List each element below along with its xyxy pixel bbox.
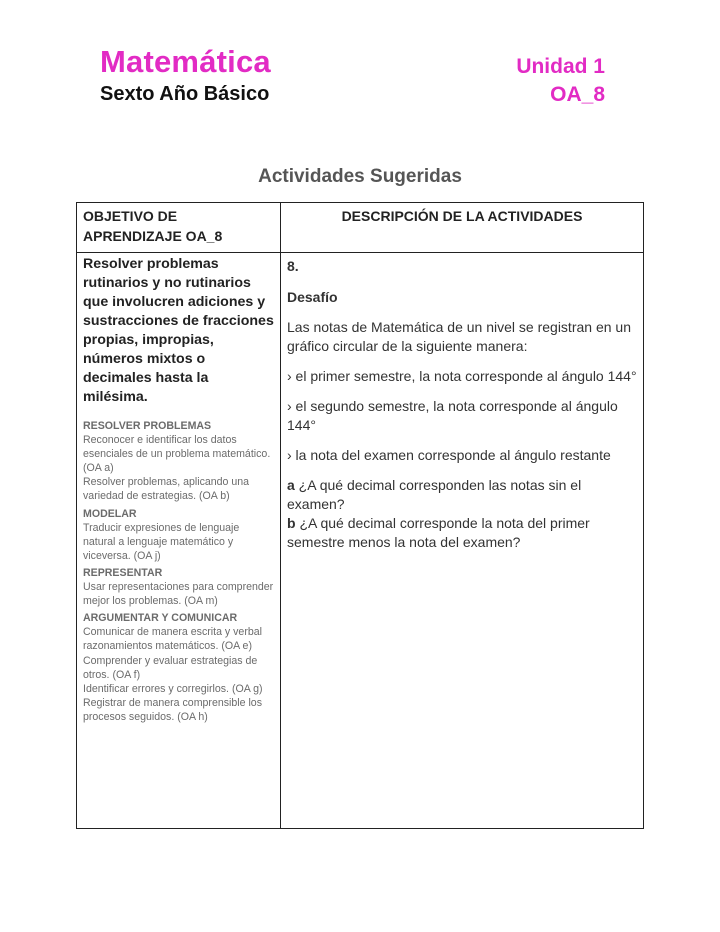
objective-cell bbox=[77, 253, 281, 829]
activity-intro: Las notas de Matemática de un nivel se registran en un gráfico circular de la siguiente manera: bbox=[287, 319, 631, 354]
skill-title: ARGUMENTAR Y COMUNICAR bbox=[83, 612, 238, 625]
activity-column-header: DESCRIPCIÓN DE LA ACTIVIDADES bbox=[281, 203, 644, 253]
skill-title: RESOLVER PROBLEMAS bbox=[83, 420, 212, 432]
skill-item: Usar representaciones para comprender mejor los problemas. (OA m) bbox=[83, 581, 274, 608]
question-text: ¿A qué decimal corresponden las notas sin el examen? bbox=[287, 477, 582, 512]
skill-item: Comprender y evaluar estrategias de otros. (OA f) bbox=[83, 654, 258, 681]
header-right bbox=[516, 53, 605, 109]
activity-title: Desafío bbox=[287, 289, 338, 305]
question-label: b bbox=[287, 515, 296, 531]
skill-item: Traducir expresiones de lenguaje natural a lenguaje matemático y viceversa. (OA j) bbox=[83, 521, 240, 562]
activity-bullet: › la nota del examen corresponde al ángulo restante bbox=[287, 447, 611, 463]
grade-level: Sexto Año Básico bbox=[100, 83, 270, 105]
skill-item: Identificar errores y corregirlos. (OA g) bbox=[83, 682, 263, 695]
question-label: a bbox=[287, 477, 295, 493]
header-left bbox=[100, 44, 271, 106]
question-b bbox=[287, 514, 637, 552]
question-text: ¿A qué decimal corresponde la nota del primer semestre menos la nota del examen? bbox=[287, 515, 590, 550]
activity-questions bbox=[287, 476, 637, 552]
question-a bbox=[287, 476, 637, 514]
activity-number: 8. bbox=[287, 258, 299, 274]
subject-title: Matemática bbox=[100, 44, 271, 79]
skill-title: MODELAR bbox=[83, 507, 137, 520]
activities-table bbox=[76, 202, 644, 829]
activity-bullet: › el segundo semestre, la nota corresponde al ángulo 144° bbox=[287, 398, 618, 433]
skill-item: Comunicar de manera escrita y verbal razonamientos matemáticos. (OA e) bbox=[83, 626, 262, 653]
objective-text: Resolver problemas rutinarios y no rutinarios que involucren adiciones y sustracciones de fracciones propias, impropias, números mixtos o decimales hasta la milésima. bbox=[83, 256, 274, 405]
table-header-row bbox=[77, 203, 644, 253]
objective-column-header: OBJETIVO DE APRENDIZAJE OA_8 bbox=[77, 203, 281, 253]
activity-cell bbox=[281, 253, 644, 829]
skills-list bbox=[83, 419, 274, 724]
skill-item: Registrar de manera comprensible los procesos seguidos. (OA h) bbox=[83, 696, 262, 723]
unit-label: Unidad 1 bbox=[516, 55, 605, 78]
oa-code: OA_8 bbox=[550, 83, 605, 106]
skill-title: REPRESENTAR bbox=[83, 566, 163, 579]
activity-bullet: › el primer semestre, la nota corresponde al ángulo 144° bbox=[287, 368, 637, 384]
page-title: Actividades Sugeridas bbox=[258, 166, 462, 187]
skill-item: Reconocer e identificar los datos esenciales de un problema matemático. (OA a) bbox=[83, 434, 271, 475]
skill-item: Resolver problemas, aplicando una variedad de estrategias. (OA b) bbox=[83, 476, 250, 503]
table-row bbox=[77, 253, 644, 829]
